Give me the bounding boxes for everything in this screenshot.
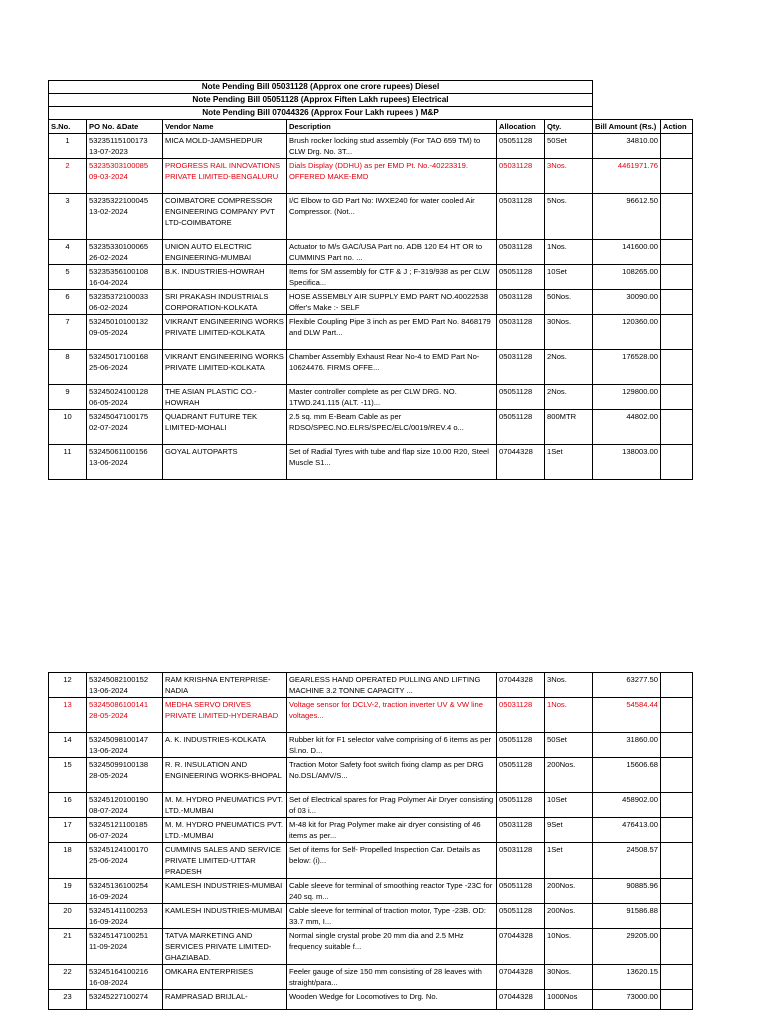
allocation-cell: 07044328 — [497, 673, 545, 698]
description-cell: HOSE ASSEMBLY AIR SUPPLY EMD PART NO.40022538 Offer's Make :- SELF — [287, 290, 497, 315]
po-cell — [87, 758, 163, 793]
vendor-cell: B.K. INDUSTRIES-HOWRAH — [163, 265, 287, 290]
po-number: 53245010100132 — [89, 317, 149, 326]
table-row — [49, 818, 693, 843]
action-cell — [661, 350, 693, 385]
po-date: 13-06-2024 — [89, 746, 128, 755]
po-number: 53245086100141 — [89, 700, 149, 709]
action-cell — [661, 698, 693, 733]
action-cell — [661, 904, 693, 929]
po-cell — [87, 410, 163, 445]
col-header-vendor: Vendor Name — [163, 120, 287, 134]
amount-cell: 176528.00 — [593, 350, 661, 385]
pending-bill-table-2 — [48, 672, 693, 1010]
po-number: 53245141100253 — [89, 906, 148, 915]
description-cell: I/C Elbow to GD Part No: IWXE240 for water cooled Air Compressor. (Not... — [287, 194, 497, 240]
po-date: 09-03-2024 — [89, 172, 128, 181]
qty-cell: 10Set — [545, 793, 593, 818]
col-header-sno: S.No. — [49, 120, 87, 134]
amount-cell: 476413.00 — [593, 818, 661, 843]
po-date: 06-02-2024 — [89, 303, 128, 312]
description-cell: Cable sleeve for terminal of traction motor, Type -23B. OD: 33.7 mm, I... — [287, 904, 497, 929]
col-header-allocation: Allocation — [497, 120, 545, 134]
po-date: 25-06-2024 — [89, 856, 128, 865]
vendor-cell: VIKRANT ENGINEERING WORKS PRIVATE LIMITED-KOLKATA — [163, 315, 287, 350]
note-header-electrical: Note Pending Bill 05051128 (Approx Fiften Lakh rupees) Electrical — [49, 94, 593, 107]
description-cell: 2.5 sq. mm E-Beam Cable as per RDSO/SPEC.NO.ELRS/SPEC/ELC/0019/REV.4 o... — [287, 410, 497, 445]
qty-cell: 2Nos. — [545, 385, 593, 410]
table-row — [49, 134, 693, 159]
amount-cell: 458902.00 — [593, 793, 661, 818]
description-cell: Set of Radial Tyres with tube and flap size 10.00 R20, Steel Muscle S1... — [287, 445, 497, 480]
allocation-cell: 05051128 — [497, 879, 545, 904]
amount-cell: 96612.50 — [593, 194, 661, 240]
po-cell — [87, 240, 163, 265]
po-cell — [87, 965, 163, 990]
table-row — [49, 879, 693, 904]
action-cell — [661, 445, 693, 480]
description-cell: Wooden Wedge for Locomotives to Drg. No. — [287, 990, 497, 1010]
qty-cell: 30Nos. — [545, 315, 593, 350]
col-header-description: Description — [287, 120, 497, 134]
qty-cell: 3Nos. — [545, 673, 593, 698]
allocation-cell: 05051128 — [497, 758, 545, 793]
po-date: 28-05-2024 — [89, 771, 128, 780]
allocation-cell: 05051128 — [497, 134, 545, 159]
description-cell: Brush rocker locking stud assembly (For TAO 659 TM) to CLW Drg. No. 3T... — [287, 134, 497, 159]
vendor-cell: MICA MOLD-JAMSHEDPUR — [163, 134, 287, 159]
action-cell — [661, 385, 693, 410]
description-cell: Normal single crystal probe 20 mm dia and 2.5 MHz frequency suitable f... — [287, 929, 497, 965]
po-date: 06-07-2024 — [89, 831, 128, 840]
allocation-cell: 07044328 — [497, 929, 545, 965]
qty-cell: 200Nos. — [545, 904, 593, 929]
po-date: 16-09-2024 — [89, 892, 128, 901]
table-row — [49, 698, 693, 733]
qty-cell: 50Set — [545, 134, 593, 159]
vendor-cell: COIMBATORE COMPRESSOR ENGINEERING COMPANY PVT LTD-COIMBATORE — [163, 194, 287, 240]
qty-cell: 200Nos. — [545, 879, 593, 904]
action-cell — [661, 929, 693, 965]
po-cell — [87, 793, 163, 818]
vendor-cell: VIKRANT ENGINEERING WORKS PRIVATE LIMITED-KOLKATA — [163, 350, 287, 385]
po-number: 53245120100190 — [89, 795, 149, 804]
po-cell — [87, 904, 163, 929]
qty-cell: 30Nos. — [545, 965, 593, 990]
po-date: 06-05-2024 — [89, 398, 128, 407]
allocation-cell: 05031128 — [497, 698, 545, 733]
qty-cell: 1Set — [545, 843, 593, 879]
po-date: 11-09-2024 — [89, 942, 128, 951]
sno-cell: 7 — [49, 315, 87, 350]
po-cell — [87, 673, 163, 698]
po-number: 53245061100156 — [89, 447, 148, 456]
action-cell — [661, 159, 693, 194]
table-row — [49, 793, 693, 818]
sno-cell: 18 — [49, 843, 87, 879]
po-cell — [87, 159, 163, 194]
qty-cell: 2Nos. — [545, 350, 593, 385]
description-cell: GEARLESS HAND OPERATED PULLING AND LIFTING MACHINE 3.2 TONNE CAPACITY ... — [287, 673, 497, 698]
table-row — [49, 350, 693, 385]
vendor-cell: TATVA MARKETING AND SERVICES PRIVATE LIMITED-GHAZIABAD. — [163, 929, 287, 965]
description-cell: Dials Display (DDHU) as per EMD Pt. No.-40223319. OFFERED MAKE-EMD — [287, 159, 497, 194]
po-number: 53245121100185 — [89, 820, 148, 829]
po-date: 02-07-2024 — [89, 423, 128, 432]
action-cell — [661, 990, 693, 1010]
po-number: 53235115100173 — [89, 136, 148, 145]
col-header-po: PO No. &Date — [87, 120, 163, 134]
qty-cell: 50Set — [545, 733, 593, 758]
vendor-cell: A. K. INDUSTRIES-KOLKATA — [163, 733, 287, 758]
qty-cell: 1Nos. — [545, 240, 593, 265]
allocation-cell: 05051128 — [497, 733, 545, 758]
allocation-cell: 05031128 — [497, 290, 545, 315]
table-row — [49, 290, 693, 315]
allocation-cell: 05051128 — [497, 410, 545, 445]
vendor-cell: KAMLESH INDUSTRIES-MUMBAI — [163, 904, 287, 929]
pending-bill-table-1 — [48, 80, 693, 480]
action-cell — [661, 410, 693, 445]
qty-cell: 9Set — [545, 818, 593, 843]
sno-cell: 11 — [49, 445, 87, 480]
table-row — [49, 385, 693, 410]
po-cell — [87, 385, 163, 410]
action-cell — [661, 290, 693, 315]
amount-cell: 138003.00 — [593, 445, 661, 480]
sno-cell: 15 — [49, 758, 87, 793]
sno-cell: 2 — [49, 159, 87, 194]
qty-cell: 5Nos. — [545, 194, 593, 240]
sno-cell: 19 — [49, 879, 87, 904]
vendor-cell: RAM KRISHNA ENTERPRISE-NADIA — [163, 673, 287, 698]
po-number: 53245136100254 — [89, 881, 149, 890]
po-date: 13-06-2024 — [89, 686, 128, 695]
vendor-cell: SRI PRAKASH INDUSTRIALS CORPORATION-KOLKATA — [163, 290, 287, 315]
amount-cell: 13620.15 — [593, 965, 661, 990]
action-cell — [661, 673, 693, 698]
amount-cell: 30090.00 — [593, 290, 661, 315]
po-cell — [87, 843, 163, 879]
vendor-cell: R. R. INSULATION AND ENGINEERING WORKS-BHOPAL — [163, 758, 287, 793]
po-number: 53235356100108 — [89, 267, 149, 276]
allocation-cell: 05031128 — [497, 159, 545, 194]
po-number: 53245099100138 — [89, 760, 149, 769]
qty-cell: 3Nos. — [545, 159, 593, 194]
table-row — [49, 758, 693, 793]
description-cell: Set of Electrical spares for Prag Polymer Air Dryer consisting of 03 i... — [287, 793, 497, 818]
amount-cell: 108265.00 — [593, 265, 661, 290]
sno-cell: 20 — [49, 904, 87, 929]
po-date: 13-07-2023 — [89, 147, 128, 156]
table-row — [49, 240, 693, 265]
description-cell: Voltage sensor for DCLV-2, traction inverter UV & VW line voltages... — [287, 698, 497, 733]
po-cell — [87, 929, 163, 965]
amount-cell: 54584.44 — [593, 698, 661, 733]
po-date: 08-07-2024 — [89, 806, 128, 815]
sno-cell: 8 — [49, 350, 87, 385]
col-header-qty: Qty. — [545, 120, 593, 134]
qty-cell: 1000Nos — [545, 990, 593, 1010]
qty-cell: 50Nos. — [545, 290, 593, 315]
description-cell: Actuator to M/s GAC/USA Part no. ADB 120 E4 HT OR to CUMMINS Part no. ... — [287, 240, 497, 265]
po-number: 53245047100175 — [89, 412, 149, 421]
amount-cell: 73000.00 — [593, 990, 661, 1010]
action-cell — [661, 843, 693, 879]
table-row — [49, 965, 693, 990]
column-header-row — [49, 120, 693, 134]
sno-cell: 1 — [49, 134, 87, 159]
sno-cell: 13 — [49, 698, 87, 733]
po-date: 25-06-2024 — [89, 363, 128, 372]
sno-cell: 16 — [49, 793, 87, 818]
description-cell: M-48 kit for Prag Polymer make air dryer consisting of 46 items as per... — [287, 818, 497, 843]
vendor-cell: RAMPRASAD BRIJLAL- — [163, 990, 287, 1010]
description-cell: Feeler gauge of size 150 mm consisting of 28 leaves with straight/para... — [287, 965, 497, 990]
po-number: 53245017100168 — [89, 352, 149, 361]
po-date: 28-05-2024 — [89, 711, 128, 720]
action-cell — [661, 315, 693, 350]
vendor-cell: PROGRESS RAIL INNOVATIONS PRIVATE LIMITED-BENGALURU — [163, 159, 287, 194]
po-date: 26-02-2024 — [89, 253, 128, 262]
po-cell — [87, 265, 163, 290]
vendor-cell: OMKARA ENTERPRISES — [163, 965, 287, 990]
table-row — [49, 410, 693, 445]
table-row — [49, 159, 693, 194]
allocation-cell: 07044328 — [497, 990, 545, 1010]
po-number: 53245024100128 — [89, 387, 149, 396]
allocation-cell: 05031128 — [497, 240, 545, 265]
sno-cell: 5 — [49, 265, 87, 290]
table-row — [49, 733, 693, 758]
vendor-cell: M. M. HYDRO PNEUMATICS PVT. LTD.-MUMBAI — [163, 793, 287, 818]
action-cell — [661, 818, 693, 843]
sno-cell: 6 — [49, 290, 87, 315]
sno-cell: 14 — [49, 733, 87, 758]
sno-cell: 17 — [49, 818, 87, 843]
note-header-diesel: Note Pending Bill 05031128 (Approx one crore rupees) Diesel — [49, 81, 593, 94]
po-cell — [87, 315, 163, 350]
vendor-cell: M. M. HYDRO PNEUMATICS PVT. LTD.-MUMBAI — [163, 818, 287, 843]
po-date: 16-08-2024 — [89, 978, 128, 987]
sno-cell: 10 — [49, 410, 87, 445]
table-row — [49, 194, 693, 240]
sno-cell: 22 — [49, 965, 87, 990]
amount-cell: 29205.00 — [593, 929, 661, 965]
po-date: 13-06-2024 — [89, 458, 128, 467]
po-number: 53245227100274 — [89, 992, 149, 1001]
amount-cell: 24508.57 — [593, 843, 661, 879]
allocation-cell: 05031128 — [497, 818, 545, 843]
vendor-cell: QUADRANT FUTURE TEK LIMITED-MOHALI — [163, 410, 287, 445]
sno-cell: 21 — [49, 929, 87, 965]
description-cell: Items for SM assembly for CTF & J ; F-319/938 as per CLW Specifica... — [287, 265, 497, 290]
po-number: 53235330100065 — [89, 242, 149, 251]
action-cell — [661, 194, 693, 240]
description-cell: Master controller complete as per CLW DRG. NO. 1TWD.241.115 (ALT. -11)... — [287, 385, 497, 410]
col-header-action: Action — [661, 120, 693, 134]
vendor-cell: GOYAL AUTOPARTS — [163, 445, 287, 480]
po-date: 13-02-2024 — [89, 207, 128, 216]
po-number: 53235303100085 — [89, 161, 149, 170]
po-cell — [87, 445, 163, 480]
note-header-mp: Note Pending Bill 07044326 (Approx Four Lakh rupees ) M&P — [49, 107, 593, 120]
description-cell: Flexible Coupling Pipe 3 inch as per EMD Part No. 8468179 and DLW Part... — [287, 315, 497, 350]
amount-cell: 4461971.76 — [593, 159, 661, 194]
action-cell — [661, 733, 693, 758]
allocation-cell: 05031128 — [497, 194, 545, 240]
action-cell — [661, 965, 693, 990]
sno-cell: 3 — [49, 194, 87, 240]
action-cell — [661, 265, 693, 290]
po-number: 53235372100033 — [89, 292, 149, 301]
qty-cell: 1Nos. — [545, 698, 593, 733]
table-row — [49, 904, 693, 929]
po-cell — [87, 290, 163, 315]
sno-cell: 4 — [49, 240, 87, 265]
table-row — [49, 315, 693, 350]
qty-cell: 10Set — [545, 265, 593, 290]
allocation-cell: 07044328 — [497, 445, 545, 480]
action-cell — [661, 793, 693, 818]
sno-cell: 9 — [49, 385, 87, 410]
po-number: 53245147100251 — [89, 931, 149, 940]
action-cell — [661, 240, 693, 265]
table-row — [49, 843, 693, 879]
po-date: 09-05-2024 — [89, 328, 128, 337]
qty-cell: 1Set — [545, 445, 593, 480]
vendor-cell: KAMLESH INDUSTRIES-MUMBAI — [163, 879, 287, 904]
po-number: 53245082100152 — [89, 675, 149, 684]
table-row — [49, 929, 693, 965]
description-cell: Set of items for Self- Propelled Inspection Car. Details as below: (i)... — [287, 843, 497, 879]
amount-cell: 15606.68 — [593, 758, 661, 793]
amount-cell: 120360.00 — [593, 315, 661, 350]
sno-cell: 23 — [49, 990, 87, 1010]
po-cell — [87, 134, 163, 159]
table-row — [49, 445, 693, 480]
qty-cell: 200Nos. — [545, 758, 593, 793]
table-row — [49, 990, 693, 1010]
allocation-cell: 05051128 — [497, 793, 545, 818]
amount-cell: 31860.00 — [593, 733, 661, 758]
po-date: 16-04-2024 — [89, 278, 128, 287]
po-number: 53245164100216 — [89, 967, 149, 976]
action-cell — [661, 758, 693, 793]
action-cell — [661, 879, 693, 904]
po-cell — [87, 194, 163, 240]
allocation-cell: 05051128 — [497, 385, 545, 410]
amount-cell: 63277.50 — [593, 673, 661, 698]
sno-cell: 12 — [49, 673, 87, 698]
allocation-cell: 07044328 — [497, 965, 545, 990]
description-cell: Rubber kit for F1 selector valve comprising of 6 items as per Sl.no. D... — [287, 733, 497, 758]
amount-cell: 90885.96 — [593, 879, 661, 904]
vendor-cell: MEDHA SERVO DRIVES PRIVATE LIMITED-HYDERABAD — [163, 698, 287, 733]
amount-cell: 141600.00 — [593, 240, 661, 265]
amount-cell: 44802.00 — [593, 410, 661, 445]
po-cell — [87, 990, 163, 1010]
table-row — [49, 673, 693, 698]
qty-cell: 800MTR — [545, 410, 593, 445]
description-cell: Cable sleeve for terminal of smoothing reactor Type -23C for 240 sq. m... — [287, 879, 497, 904]
amount-cell: 34810.00 — [593, 134, 661, 159]
description-cell: Chamber Assembly Exhaust Rear No-4 to EMD Part No-10624476. FIRMS OFFE... — [287, 350, 497, 385]
vendor-cell: THE ASIAN PLASTIC CO.-HOWRAH — [163, 385, 287, 410]
action-cell — [661, 134, 693, 159]
po-number: 53245124100170 — [89, 845, 149, 854]
po-cell — [87, 818, 163, 843]
amount-cell: 129800.00 — [593, 385, 661, 410]
po-number: 53245098100147 — [89, 735, 149, 744]
po-cell — [87, 698, 163, 733]
po-cell — [87, 350, 163, 385]
table-row — [49, 265, 693, 290]
allocation-cell: 05031128 — [497, 315, 545, 350]
po-cell — [87, 733, 163, 758]
po-date: 16-09-2024 — [89, 917, 128, 926]
allocation-cell: 05051128 — [497, 265, 545, 290]
amount-cell: 91586.88 — [593, 904, 661, 929]
po-number: 53235322100045 — [89, 196, 149, 205]
description-cell: Traction Motor Safety foot switch fixing clamp as per DRG No.DSL/AMV/S... — [287, 758, 497, 793]
qty-cell: 10Nos. — [545, 929, 593, 965]
vendor-cell: CUMMINS SALES AND SERVICE PRIVATE LIMITED-UTTAR PRADESH — [163, 843, 287, 879]
allocation-cell: 05051128 — [497, 904, 545, 929]
col-header-amount: Bill Amount (Rs.) — [593, 120, 661, 134]
allocation-cell: 05031128 — [497, 350, 545, 385]
po-cell — [87, 879, 163, 904]
allocation-cell: 05031128 — [497, 843, 545, 879]
vendor-cell: UNION AUTO ELECTRIC ENGINEERING-MUMBAI — [163, 240, 287, 265]
